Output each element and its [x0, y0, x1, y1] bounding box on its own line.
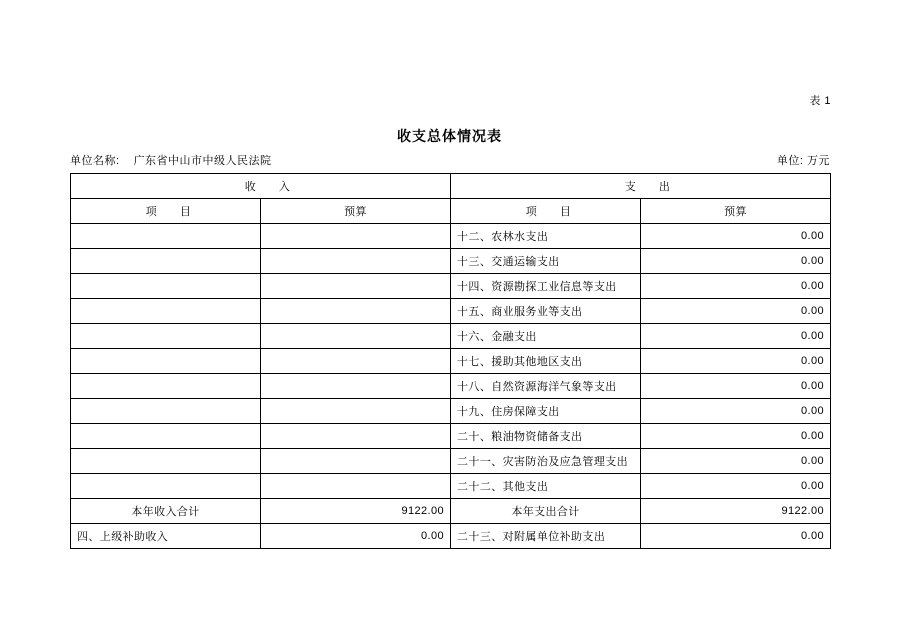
income-item-cell: 四、上级补助收入: [71, 524, 261, 549]
table-row: [71, 499, 831, 524]
expense-item-cell: 二十一、灾害防治及应急管理支出: [451, 449, 641, 474]
unit-name-group: [70, 152, 272, 168]
expense-budget-cell: 0.00: [641, 424, 831, 449]
expense-item-cell: 十二、农林水支出: [451, 224, 641, 249]
expense-item-cell: 二十三、对附属单位补助支出: [451, 524, 641, 549]
expense-budget-cell: 0.00: [641, 399, 831, 424]
income-item-cell: [71, 224, 261, 249]
expense-item-cell: 十四、资源勘探工业信息等支出: [451, 274, 641, 299]
expense-budget-cell: 0.00: [641, 524, 831, 549]
unit-name-label: 单位名称:: [70, 155, 120, 167]
table-row: [71, 399, 831, 424]
budget-table: [70, 173, 831, 549]
expense-budget-cell: 0.00: [641, 449, 831, 474]
income-item-cell: [71, 424, 261, 449]
expense-item-cell: 本年支出合计: [451, 499, 641, 524]
expense-budget-cell: 0.00: [641, 249, 831, 274]
expense-item-cell: 十九、住房保障支出: [451, 399, 641, 424]
income-item-cell: [71, 324, 261, 349]
expense-item-cell: 二十、粮油物资储备支出: [451, 424, 641, 449]
table-row: [71, 274, 831, 299]
expense-item-cell: 十六、金融支出: [451, 324, 641, 349]
income-budget-cell: [261, 374, 451, 399]
income-item-cell: [71, 474, 261, 499]
income-item-cell: [71, 299, 261, 324]
expense-budget-header: 预算: [641, 199, 831, 224]
table-row: [71, 249, 831, 274]
income-budget-cell: [261, 399, 451, 424]
expense-item-cell: 十七、援助其他地区支出: [451, 349, 641, 374]
expense-budget-cell: 0.00: [641, 224, 831, 249]
expense-item-cell: 十八、自然资源海洋气象等支出: [451, 374, 641, 399]
income-item-header: 项 目: [71, 199, 261, 224]
sheet-number: 表 1: [809, 95, 831, 107]
expense-item-header: 项 目: [451, 199, 641, 224]
income-budget-cell: [261, 274, 451, 299]
table-row: [71, 474, 831, 499]
income-budget-cell: 0.00: [261, 524, 451, 549]
income-budget-header: 预算: [261, 199, 451, 224]
expense-item-cell: 十三、交通运输支出: [451, 249, 641, 274]
table-row: [71, 349, 831, 374]
expense-budget-cell: 0.00: [641, 349, 831, 374]
income-budget-cell: [261, 424, 451, 449]
income-budget-cell: [261, 449, 451, 474]
table-row: [71, 424, 831, 449]
expense-budget-cell: 0.00: [641, 324, 831, 349]
income-item-cell: [71, 374, 261, 399]
unit-name-value: 广东省中山市中级人民法院: [133, 155, 272, 167]
expense-budget-cell: 0.00: [641, 299, 831, 324]
expense-budget-cell: 0.00: [641, 474, 831, 499]
income-item-cell: [71, 449, 261, 474]
income-budget-cell: [261, 299, 451, 324]
income-item-cell: [71, 249, 261, 274]
table-row: [71, 524, 831, 549]
expense-item-cell: 二十二、其他支出: [451, 474, 641, 499]
income-group-header: 收 入: [71, 174, 451, 199]
income-budget-cell: [261, 474, 451, 499]
income-budget-cell: [261, 324, 451, 349]
income-item-cell: [71, 274, 261, 299]
income-budget-cell: [261, 249, 451, 274]
page-title: 收支总体情况表: [397, 128, 502, 144]
expense-budget-cell: 0.00: [641, 274, 831, 299]
expense-budget-cell: 9122.00: [641, 499, 831, 524]
document-meta: [70, 152, 830, 168]
amount-unit-label: 单位: 万元: [776, 155, 830, 167]
income-item-cell: [71, 399, 261, 424]
expense-budget-cell: 0.00: [641, 374, 831, 399]
table-group-header-row: [71, 174, 831, 199]
table-row: [71, 374, 831, 399]
table-row: [71, 224, 831, 249]
table-sub-header-row: [71, 199, 831, 224]
income-item-cell: 本年收入合计: [71, 499, 261, 524]
table-row: [71, 324, 831, 349]
expense-group-header: 支 出: [451, 174, 831, 199]
income-budget-cell: 9122.00: [261, 499, 451, 524]
expense-item-cell: 十五、商业服务业等支出: [451, 299, 641, 324]
income-item-cell: [71, 349, 261, 374]
income-budget-cell: [261, 224, 451, 249]
income-budget-cell: [261, 349, 451, 374]
table-row: [71, 449, 831, 474]
table-row: [71, 299, 831, 324]
